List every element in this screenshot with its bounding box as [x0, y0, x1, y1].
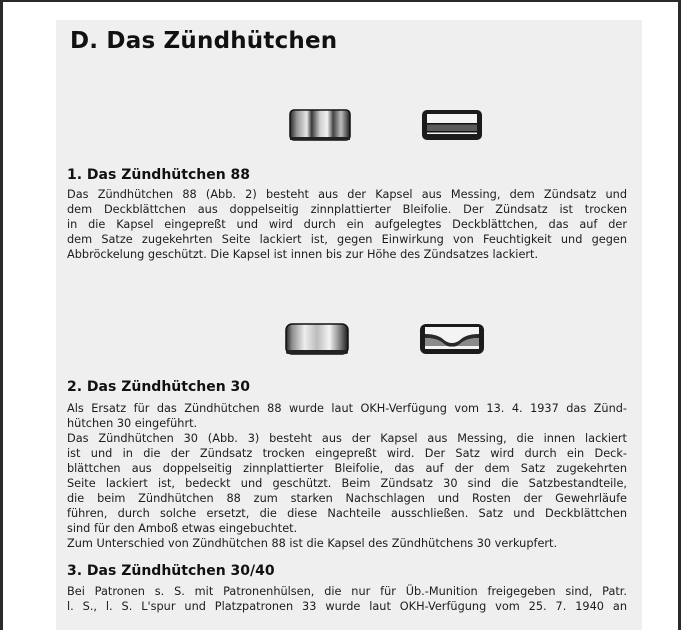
text-line: Seite lackiert ist, bedeckt und geschützt. Beim Zündsatz 30 sind die Satzbestandteile, [67, 477, 627, 490]
text-line: dem Satze zugekehrten Seite lackiert ist, gegen Einwirkung von Feuchtigkeit und gegen [67, 233, 627, 246]
window-frame-left [0, 0, 3, 630]
document-page [56, 20, 642, 630]
text-line: ist und in die der Zündsatz trocken eingepreßt wird. Der Satz wird durch ein Deck- [67, 447, 627, 460]
primer-30-cross-section [418, 322, 486, 356]
primer-88-cross-section [420, 108, 484, 142]
text-line: Das Zündhütchen 30 (Abb. 3) besteht aus der Kapsel aus Messing, die innen lackiert [67, 432, 627, 445]
section-heading-3: 3. Das Zündhütchen 30/40 [67, 563, 275, 579]
text-line: in die Kapsel eingepreßt und wird durch ein aufgelegtes Deckblättchen, das auf der [67, 218, 627, 231]
text-line: Abbröckelung geschützt. Die Kapsel ist innen bis zur Höhe des Zündsatzes lackiert. [67, 248, 539, 261]
section-heading-2: 2. Das Zündhütchen 30 [67, 379, 251, 395]
window-frame-top [0, 0, 681, 2]
text-line: Als Ersatz für das Zündhütchen 88 wurde laut OKH-Verfügung vom 13. 4. 1937 das Zünd- [67, 402, 627, 415]
text-line: die beim Zündhütchen 88 zum starken Nachschlagen und Rosten der Gewehrläufe [67, 492, 627, 505]
section-2-body [67, 401, 627, 551]
text-line: dem Deckblättchen aus doppelseitig zinnplattierter Bleifolie. Der Zündsatz ist trocken [67, 203, 627, 216]
text-line: hütchen 30 eingeführt. [67, 417, 198, 430]
text-line: blättchen aus doppelseitig zinnplattierter Bleifolie, das auf der dem Satz zugekehrten [67, 462, 627, 475]
text-line: Das Zündhütchen 88 (Abb. 2) besteht aus der Kapsel aus Messing, dem Zündsatz und [67, 188, 627, 201]
section-heading-1: 1. Das Zündhütchen 88 [67, 167, 251, 183]
primer-88-side-view [289, 108, 351, 142]
primer-30-side-view [285, 322, 349, 356]
text-line: Bei Patronen s. S. mit Patronenhülsen, die nur für Üb.-Munition freigegeben sind, Patr. [67, 585, 627, 598]
text-line: führen, durch solche ersetzt, die diese Nachteile ausschließen. Satz und Deckblättchen [67, 507, 627, 520]
section-3-body [67, 584, 627, 614]
text-line: Zum Unterschied von Zündhütchen 88 ist die Kapsel des Zündhütchens 30 verkupfert. [67, 537, 558, 550]
page-title: D. Das Zündhütchen [70, 28, 338, 54]
text-line: l. S., l. S. L'spur und Platzpatronen 33 wurde laut OKH-Verfügung vom 25. 7. 1940 an [67, 600, 627, 613]
text-line: sind für den Amboß etwas eingebuchtet. [67, 522, 298, 535]
section-1-body [67, 187, 627, 262]
